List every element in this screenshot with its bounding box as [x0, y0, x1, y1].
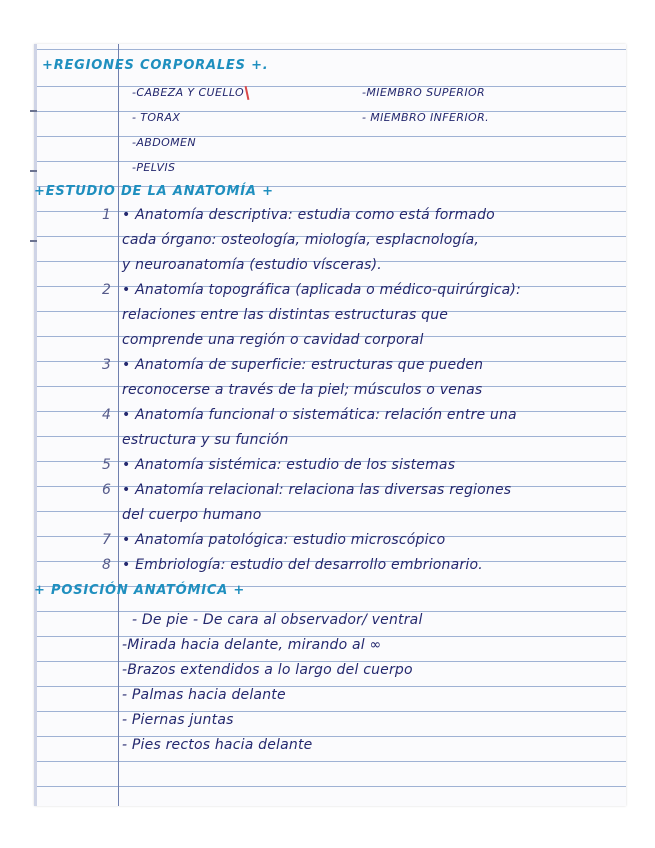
- region-item: - TORAX: [132, 111, 181, 124]
- region-item: -ABDOMEN: [132, 136, 197, 149]
- note-line: • Anatomía descriptiva: estudia como está formado: [122, 207, 495, 223]
- note-line: -Mirada hacia delante, mirando al ∞: [122, 637, 382, 653]
- note-line: • Anatomía topográfica (aplicada o médico-quirúrgica):: [122, 282, 521, 298]
- margin-line: [118, 44, 119, 806]
- item-number: 4: [102, 407, 112, 423]
- note-line: • Embriología: estudio del desarrollo embrionario.: [122, 557, 483, 573]
- note-line: • Anatomía relacional: relaciona las diversas regiones: [122, 482, 512, 498]
- note-line: - Pies rectos hacia delante: [122, 737, 313, 753]
- item-number: 8: [102, 557, 112, 573]
- item-number: 7: [102, 532, 112, 548]
- note-line: cada órgano: osteología, miología, esplacnología,: [122, 232, 480, 248]
- note-line: estructura y su función: [122, 432, 289, 448]
- section-title-regiones: +REGIONES CORPORALES +.: [42, 58, 269, 73]
- note-line: • Anatomía patológica: estudio microscópico: [122, 532, 446, 548]
- note-line: del cuerpo humano: [122, 507, 262, 523]
- item-number: 5: [102, 457, 112, 473]
- note-line: - Palmas hacia delante: [122, 687, 286, 703]
- section-title-posicion: + POSICIÓN ANATÓMICA +: [34, 583, 246, 598]
- item-number: 2: [102, 282, 112, 298]
- note-line: y neuroanatomía (estudio vísceras).: [122, 257, 382, 273]
- note-line: • Anatomía de superficie: estructuras que pueden: [122, 357, 484, 373]
- note-line: - De pie - De cara al observador/ ventral: [132, 612, 423, 628]
- region-item: - MIEMBRO INFERIOR.: [362, 111, 490, 124]
- binding-stitch: [30, 240, 37, 242]
- item-number: 1: [102, 207, 112, 223]
- note-line: • Anatomía funcional o sistemática: relación entre una: [122, 407, 517, 423]
- note-line: reconocerse a través de la piel; músculos o venas: [122, 382, 483, 398]
- region-item: -MIEMBRO SUPERIOR: [362, 86, 486, 99]
- section-title-estudio: +ESTUDIO DE LA ANATOMÍA +: [34, 184, 274, 199]
- binding-stitch: [30, 110, 37, 112]
- note-line: relaciones entre las distintas estructuras que: [122, 307, 449, 323]
- note-line: • Anatomía sistémica: estudio de los sistemas: [122, 457, 456, 473]
- region-item: -CABEZA Y CUELLO: [132, 86, 245, 99]
- page-binding-edge: [34, 44, 37, 806]
- note-line: - Piernas juntas: [122, 712, 234, 728]
- item-number: 6: [102, 482, 112, 498]
- note-line: -Brazos extendidos a lo largo del cuerpo: [122, 662, 413, 678]
- binding-stitch: [30, 170, 37, 172]
- item-number: 3: [102, 357, 112, 373]
- region-item: -PELVIS: [132, 161, 176, 174]
- note-line: comprende una región o cavidad corporal: [122, 332, 424, 348]
